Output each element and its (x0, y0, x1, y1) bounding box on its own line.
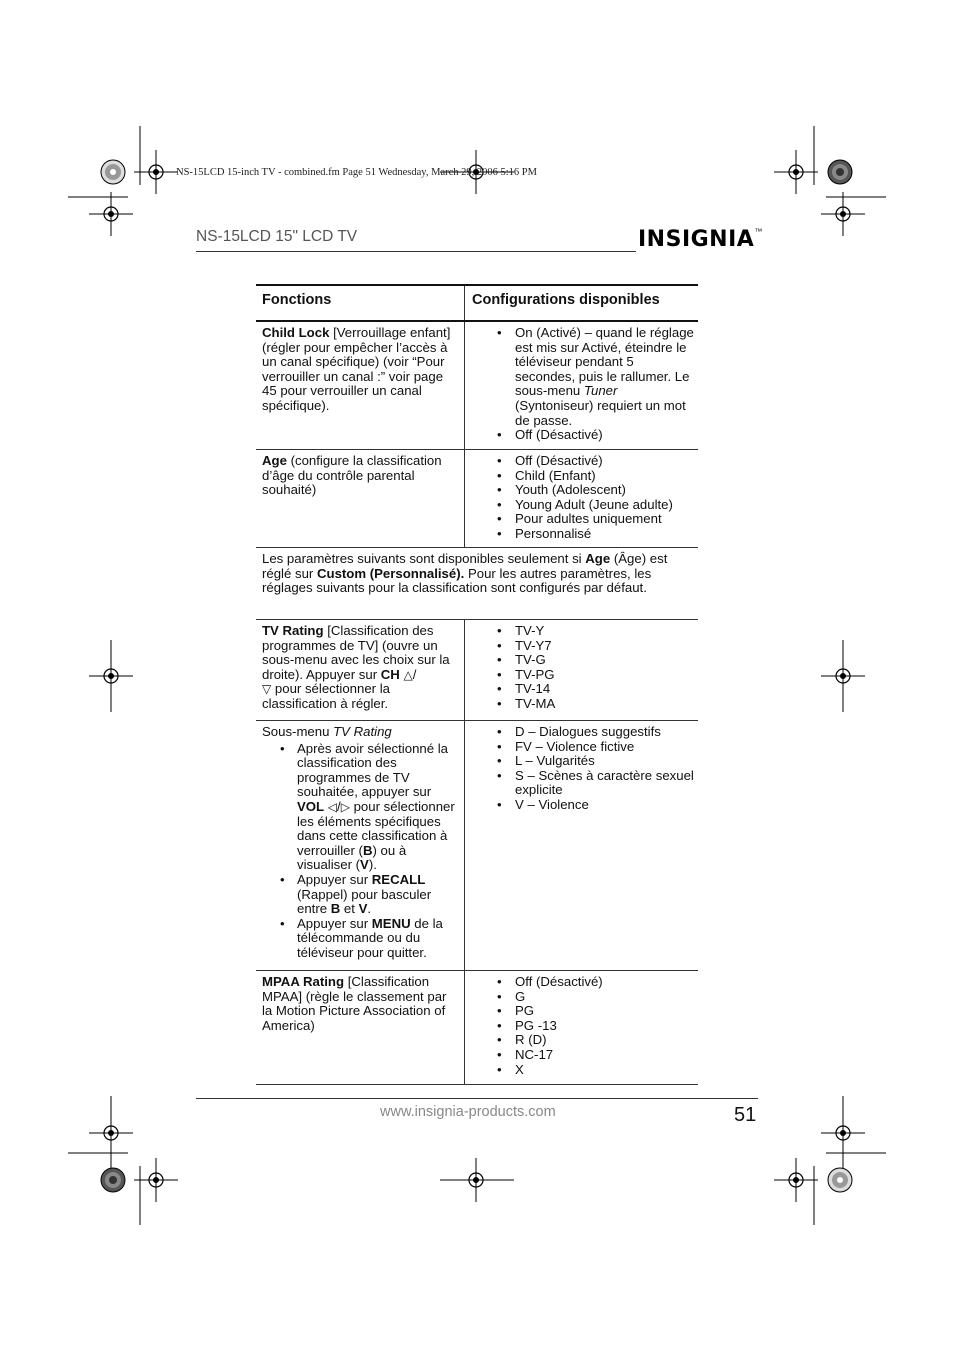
list-item: • Young Adult (Jeune adulte) (471, 498, 694, 513)
list-item: • Child (Enfant) (471, 469, 694, 484)
tv-rating-options (465, 620, 698, 720)
list-item: • Off (Désactivé) (471, 454, 694, 469)
col-header-fonctions: Fonctions (256, 286, 465, 320)
list-item: • Personnalisé (471, 527, 694, 542)
list-item: • D – Dialogues suggestifs (471, 725, 694, 740)
list-item: • TV-MA (471, 697, 694, 712)
insignia-logo: INSIGNIA™ (638, 227, 763, 252)
mpaa-options (465, 971, 698, 1084)
tv-rating-description: TV Rating [Classification des programmes de TV] (ouvre un sous-menu avec les choix sur la droite). Appuyer sur CH △/ ▽ pour sélectionner la classification à régler. (256, 620, 465, 720)
table-row-mpaa-rating (256, 971, 698, 1084)
list-item: • NC-17 (471, 1048, 694, 1063)
list-item: • TV-14 (471, 682, 694, 697)
list-item: • PG (471, 1004, 694, 1019)
list-item: • Off (Désactivé) (471, 428, 694, 443)
age-description: Age (configure la classification d’âge du contrôle parental souhaité) (256, 450, 465, 547)
table-row-note (256, 548, 698, 619)
age-options (465, 450, 698, 547)
mpaa-description: MPAA Rating [Classification MPAA] (règle le classement par la Motion Picture Association of America) (256, 971, 465, 1084)
right-triangle-icon: ▷ (340, 799, 350, 814)
up-triangle-icon: △ (403, 667, 413, 682)
submenu-description: Sous-menu TV Rating • Après avoir sélectionné la classification des programmes de TV souhaitée, appuyer sur VOL ◁/▷ pour sélectionner les éléments spécifiques dans cette classification à verrouiller (B) ou à visualiser (V). • Appuyer sur RECALL (Rappel) pour basculer entre B et V. • Appuyer sur MENU de la télécommande ou du téléviseur pour quitter. (256, 721, 465, 970)
submenu-options (465, 721, 698, 970)
col-header-configurations: Configurations disponibles (472, 292, 660, 308)
page-header-title: NS-15LCD 15" LCD TV (196, 228, 358, 245)
list-item: • L – Vulgarités (471, 754, 694, 769)
list-item: • Après avoir sélectionné la classification des programmes de TV souhaitée, appuyer sur VOL ◁/▷ pour sélectionner les éléments spécifiques dans cette classification à verrouiller (B) ou à visualiser (V). (262, 742, 458, 873)
down-triangle-icon: ▽ (262, 682, 272, 697)
footer-rule (196, 1098, 758, 1099)
list-item: • X (471, 1063, 694, 1078)
footer-url[interactable]: www.insignia-products.com (380, 1104, 556, 1120)
list-item: • Youth (Adolescent) (471, 483, 694, 498)
list-item: • TV-G (471, 653, 694, 668)
list-item: • G (471, 990, 694, 1005)
list-item: • Pour adultes uniquement (471, 512, 694, 527)
page-number: 51 (734, 1104, 757, 1126)
list-item: • Appuyer sur RECALL (Rappel) pour basculer entre B et V. (262, 873, 458, 917)
list-item: • Off (Désactivé) (471, 975, 694, 990)
left-triangle-icon: ◁ (327, 799, 338, 814)
list-item: • V – Violence (471, 798, 694, 813)
table-row-tv-rating-submenu (256, 721, 698, 970)
list-item: • TV-PG (471, 668, 694, 683)
table-row-age (256, 450, 698, 547)
list-item: • PG -13 (471, 1019, 694, 1034)
table-row-tv-rating (256, 620, 698, 720)
list-item: • R (D) (471, 1033, 694, 1048)
custom-age-note: Les paramètres suivants sont disponibles seulement si Age (Âge) est réglé sur Custom (Personnalisé). Pour les autres paramètres, les réglages suivants pour la classification sont configurés par défaut. (262, 551, 668, 596)
list-item: • TV-Y (471, 624, 694, 639)
list-item: • TV-Y7 (471, 639, 694, 654)
list-item: • Appuyer sur MENU de la télécommande ou du téléviseur pour quitter. (262, 917, 458, 961)
child-lock-options (465, 322, 698, 449)
list-item: • FV – Violence fictive (471, 740, 694, 755)
table-header (256, 286, 698, 320)
settings-table (256, 284, 698, 1085)
list-item: • On (Activé) – quand le réglage est mis sur Activé, éteindre le téléviseur pendant 5 secondes, puis le rallumer. Le sous-menu Tuner (Syntoniseur) requiert un mot de passe. (471, 326, 694, 428)
header-rule (196, 251, 636, 252)
table-row-child-lock (256, 322, 698, 449)
child-lock-description: Child Lock [Verrouillage enfant] (régler pour empêcher l’accès à un canal spécifique) (voir “Pour verrouiller un canal :” voir page 45 pour verrouiller un canal spécifique). (256, 322, 465, 449)
frame-info-line: NS-15LCD 15-inch TV - combined.fm Page 51 Wednesday, March 29, 2006 5:16 PM (176, 167, 537, 178)
list-item: • S – Scènes à caractère sexuel explicite (471, 769, 694, 798)
